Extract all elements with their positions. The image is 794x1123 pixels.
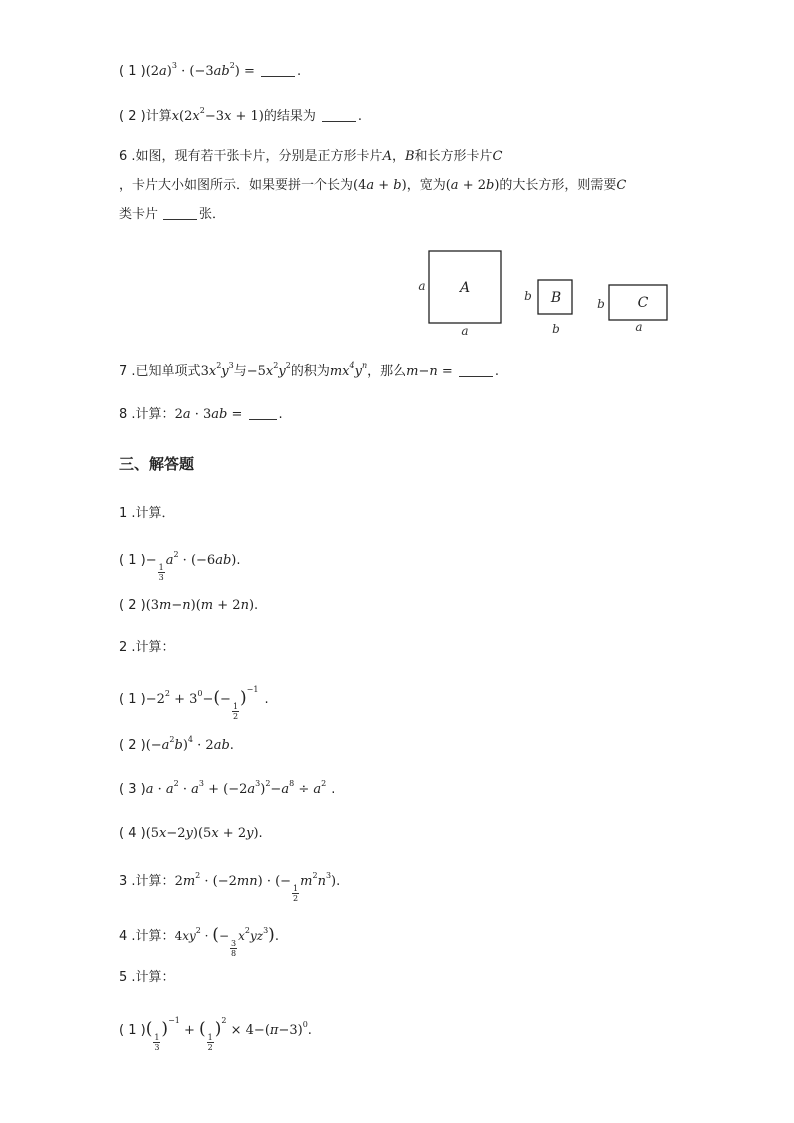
card-b-side-label: b	[524, 289, 532, 303]
expression: ( $\frac{1}{3}$ )$^{-1}$ + ( $\frac{1}{2}$ )$^2 \times 4-(\pi-3)^0$	[145, 1016, 308, 1052]
expression: (3m−n)(m + 2n)	[145, 598, 255, 613]
period: .	[331, 782, 336, 797]
problem-2-3	[119, 780, 335, 800]
question-text: 计算．	[135, 506, 175, 521]
expression: $mx^4y^n$	[329, 361, 368, 379]
item-number: ( 1 )	[119, 553, 146, 568]
item-number: ( 2 )	[119, 109, 146, 124]
var-B: B	[404, 149, 415, 164]
expression: $x(2x^2-3x + 1)$	[171, 106, 264, 124]
problem-1-1	[119, 551, 240, 582]
question-text: 计算：	[135, 874, 175, 889]
card-c-label: C	[637, 295, 649, 311]
question-text: 类卡片	[119, 207, 159, 222]
problem-4	[119, 925, 279, 958]
question-text: 已知单项式	[135, 364, 201, 379]
var-A: A	[382, 149, 392, 164]
period: .	[258, 826, 263, 841]
period: .	[229, 738, 234, 753]
question-text: ，那么	[367, 364, 407, 379]
card-b	[524, 280, 572, 336]
expression: $4xy^2$ · (− $\frac{3}{8}$ $x^2yz^3$)	[174, 925, 275, 958]
question-text: 如图，现有若干张卡片，分别是正方形卡片	[135, 149, 383, 164]
question-number: 8 .	[119, 407, 136, 422]
answer-blank[interactable]	[249, 409, 277, 420]
expression: (4a + b)	[353, 178, 407, 193]
period: .	[297, 64, 302, 79]
card-b-label: B	[550, 290, 562, 306]
answer-blank[interactable]	[322, 111, 356, 122]
var-C: C	[492, 149, 503, 164]
card-a-label: A	[459, 280, 471, 296]
expression: − $\frac{1}{3}$ $a^2 \cdot (-6ab)$	[145, 550, 237, 582]
expression: $3x^2y^3$	[200, 361, 234, 379]
instruction-tail: 的结果为	[263, 109, 316, 124]
comma: ，	[391, 149, 405, 164]
expression: $-5x^2y^2$	[246, 361, 291, 379]
question-number: 1 .	[119, 506, 136, 521]
item-number: ( 2 )	[119, 598, 146, 613]
card-a-side-label: a	[418, 279, 426, 293]
problem-5	[119, 968, 175, 988]
question-number: 7 .	[119, 364, 136, 379]
question-7	[119, 362, 499, 382]
item-number: ( 2 )	[119, 738, 146, 753]
question-text: 计算：	[135, 970, 175, 985]
expression: $-2^2 + 3^0-(-$ $\frac{1}{2}$ )$^{-1}$	[145, 685, 259, 721]
question-6-line-3	[119, 205, 225, 225]
period: .	[264, 692, 269, 707]
problem-2-4	[119, 824, 263, 844]
answer-blank[interactable]	[163, 209, 197, 220]
problem-2-2	[119, 736, 234, 756]
period: .	[307, 1023, 312, 1038]
fill-in-5-1	[119, 62, 301, 82]
question-text: 计算：	[135, 640, 175, 655]
expression: $(2a)^3 \cdot (-3ab^2)$ =	[145, 61, 260, 79]
period: .	[494, 364, 500, 379]
question-number: 2 .	[119, 640, 136, 655]
question-text: 计算：	[135, 929, 175, 944]
card-b-bottom-label: b	[552, 322, 560, 336]
problem-3	[119, 872, 340, 903]
period: .	[254, 598, 259, 613]
fill-in-5-2	[119, 107, 362, 127]
cards-figure	[412, 243, 682, 343]
problem-2-1	[119, 685, 269, 721]
card-c	[597, 285, 667, 334]
item-number: ( 4 )	[119, 826, 146, 841]
question-text: 的大长方形，则需要	[499, 178, 617, 193]
period: .	[274, 929, 279, 944]
problem-1	[119, 504, 175, 524]
expression: $2m^2 \cdot (-2mn)$ · (− $\frac{1}{2}$ $m^2n^3$)	[174, 871, 337, 903]
period: .	[357, 109, 362, 124]
item-number: ( 1 )	[119, 692, 146, 707]
expression: (5x−2y)(5x + 2y)	[145, 826, 259, 841]
question-text: ，宽为	[406, 178, 446, 193]
section-heading: 三、解答题	[119, 455, 195, 473]
question-6-line-1	[119, 147, 503, 167]
instruction: 计算	[145, 109, 172, 124]
expression: 2a · 3ab =	[174, 407, 247, 422]
period: .	[278, 407, 283, 422]
card-c-bottom-label: a	[635, 320, 643, 334]
question-text: 的积为	[290, 364, 330, 379]
question-text: ，卡片大小如图所示．如果要拼一个长为	[119, 178, 354, 193]
answer-blank[interactable]	[261, 66, 295, 77]
item-number: ( 1 )	[119, 64, 146, 79]
problem-2	[119, 638, 175, 658]
question-text: 和长方形卡片	[414, 149, 493, 164]
var-C: C	[616, 178, 627, 193]
question-number: 5 .	[119, 970, 136, 985]
question-number: 3 .	[119, 874, 136, 889]
question-number: 4 .	[119, 929, 136, 944]
question-text: 与	[233, 364, 247, 379]
question-text: 张．	[199, 207, 226, 222]
question-text: 计算：	[135, 407, 175, 422]
question-number: 6 .	[119, 149, 136, 164]
period: .	[336, 874, 341, 889]
expression: m−n =	[406, 364, 457, 379]
problem-1-2	[119, 596, 258, 616]
question-6-line-2	[119, 176, 626, 196]
answer-blank[interactable]	[459, 366, 493, 377]
card-a-bottom-label: a	[461, 324, 469, 338]
problem-5-1	[119, 1016, 312, 1052]
expression: $a \cdot a^2 \cdot a^3 + (-2a^3)^2-a^8 \div a^2$	[145, 779, 327, 797]
period: .	[236, 553, 241, 568]
item-number: ( 1 )	[119, 1023, 146, 1038]
expression: $(-a^2b)^4 \cdot 2ab$	[145, 735, 230, 753]
expression: (a + 2b)	[445, 178, 500, 193]
question-8	[119, 405, 283, 425]
card-c-side-label: b	[597, 297, 605, 311]
card-a	[418, 251, 501, 338]
item-number: ( 3 )	[119, 782, 146, 797]
